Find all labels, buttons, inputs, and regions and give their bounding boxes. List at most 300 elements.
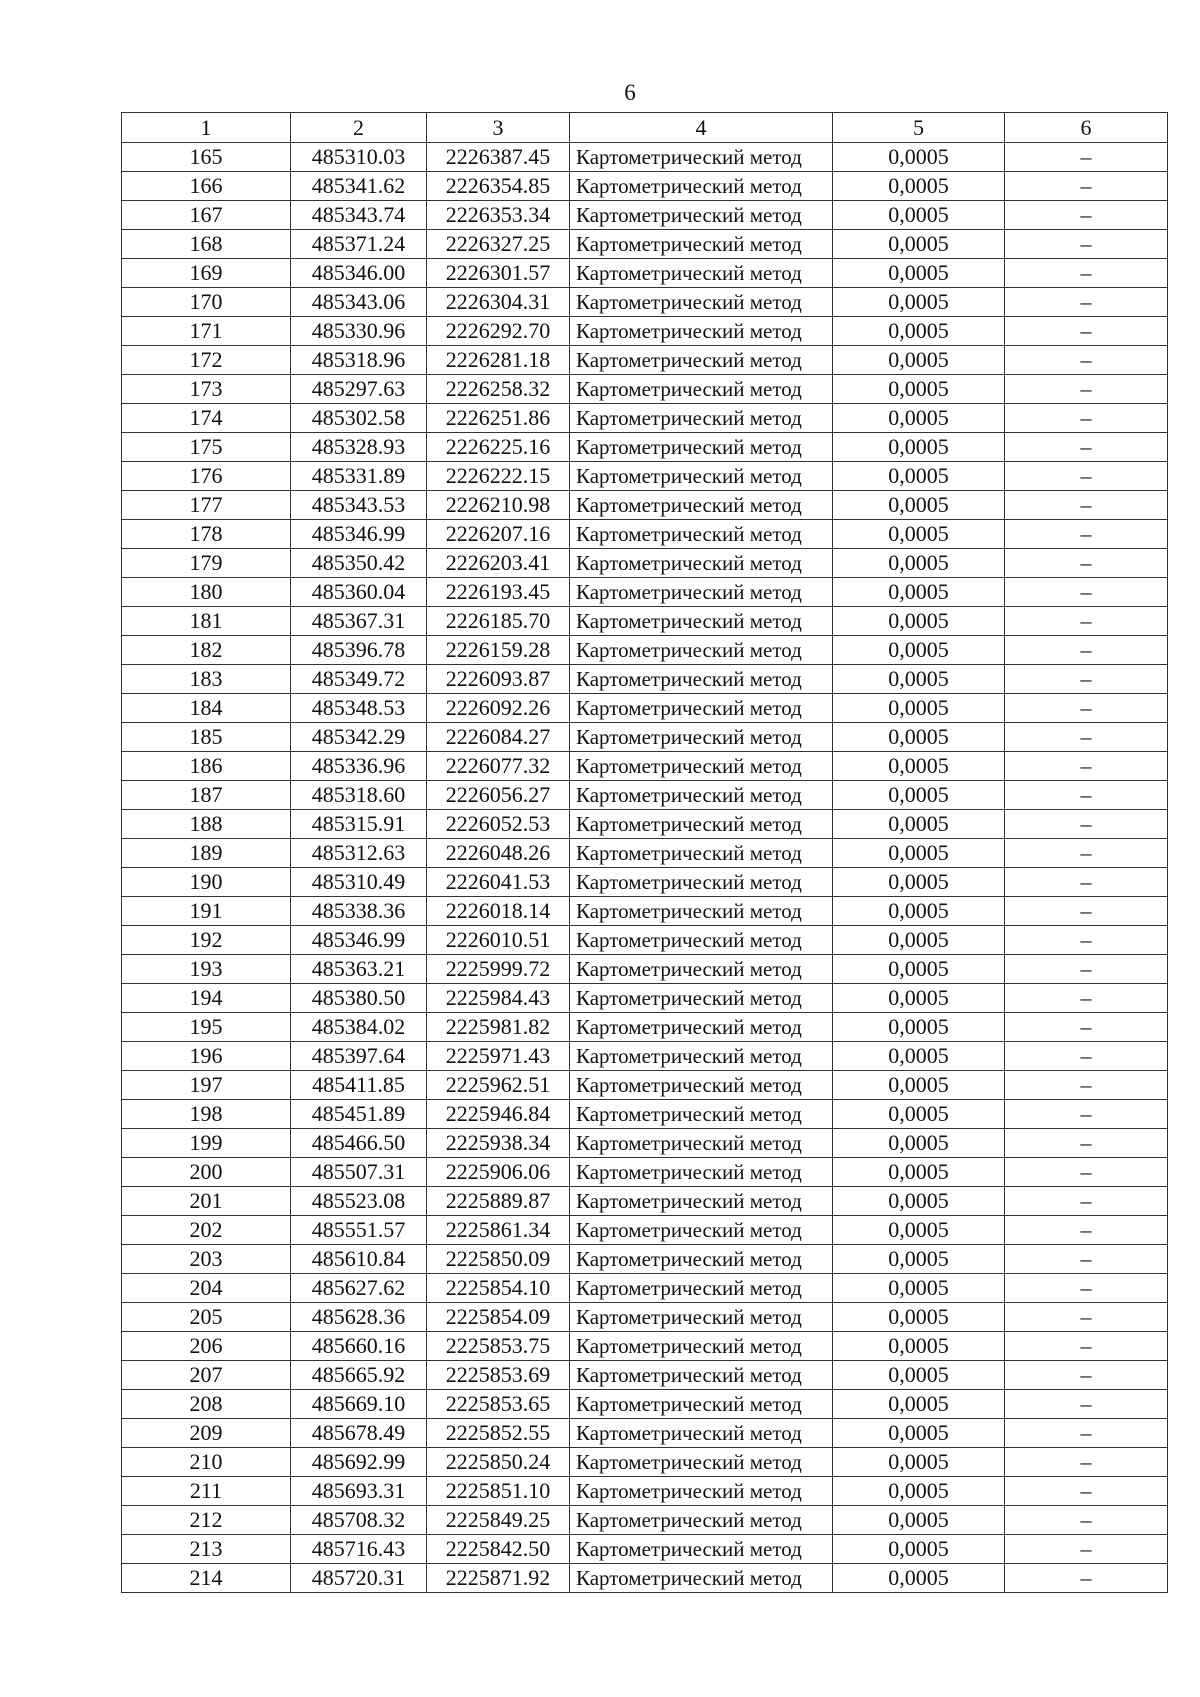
x-coordinate-cell: 485346.00: [291, 259, 427, 288]
table-row: [122, 1187, 1168, 1216]
point-number-cell: 203: [122, 1245, 291, 1274]
description-cell: –: [1005, 636, 1168, 665]
accuracy-cell: 0,0005: [833, 578, 1005, 607]
page-number: 6: [624, 80, 636, 105]
y-coordinate-cell: 2225871.92: [427, 1564, 570, 1593]
point-number-cell: 184: [122, 694, 291, 723]
x-coordinate-cell: 485330.96: [291, 317, 427, 346]
x-coordinate-cell: 485708.32: [291, 1506, 427, 1535]
table-row: [122, 491, 1168, 520]
x-coordinate-cell: 485627.62: [291, 1274, 427, 1303]
description-cell: –: [1005, 1071, 1168, 1100]
x-coordinate-cell: 485451.89: [291, 1100, 427, 1129]
accuracy-cell: 0,0005: [833, 259, 1005, 288]
description-cell: –: [1005, 491, 1168, 520]
description-cell: –: [1005, 1448, 1168, 1477]
description-cell: –: [1005, 1158, 1168, 1187]
description-cell: –: [1005, 1100, 1168, 1129]
point-number-cell: 200: [122, 1158, 291, 1187]
description-cell: –: [1005, 665, 1168, 694]
x-coordinate-cell: 485341.62: [291, 172, 427, 201]
x-coordinate-cell: 485371.24: [291, 230, 427, 259]
description-cell: –: [1005, 1216, 1168, 1245]
point-number-cell: 170: [122, 288, 291, 317]
method-cell: Картометрический метод: [570, 1129, 833, 1158]
point-number-cell: 208: [122, 1390, 291, 1419]
point-number-cell: 171: [122, 317, 291, 346]
table-row: [122, 781, 1168, 810]
accuracy-cell: 0,0005: [833, 781, 1005, 810]
accuracy-cell: 0,0005: [833, 1361, 1005, 1390]
y-coordinate-cell: 2225854.10: [427, 1274, 570, 1303]
y-coordinate-cell: 2226093.87: [427, 665, 570, 694]
description-cell: –: [1005, 172, 1168, 201]
point-number-cell: 168: [122, 230, 291, 259]
method-cell: Картометрический метод: [570, 955, 833, 984]
y-coordinate-cell: 2226251.86: [427, 404, 570, 433]
method-cell: Картометрический метод: [570, 1158, 833, 1187]
x-coordinate-cell: 485310.49: [291, 868, 427, 897]
accuracy-cell: 0,0005: [833, 1564, 1005, 1593]
method-cell: Картометрический метод: [570, 288, 833, 317]
method-cell: Картометрический метод: [570, 520, 833, 549]
method-cell: Картометрический метод: [570, 404, 833, 433]
accuracy-cell: 0,0005: [833, 1129, 1005, 1158]
y-coordinate-cell: 2226077.32: [427, 752, 570, 781]
description-cell: –: [1005, 839, 1168, 868]
description-cell: –: [1005, 346, 1168, 375]
accuracy-cell: 0,0005: [833, 1013, 1005, 1042]
y-coordinate-cell: 2226056.27: [427, 781, 570, 810]
description-cell: –: [1005, 897, 1168, 926]
accuracy-cell: 0,0005: [833, 868, 1005, 897]
method-cell: Картометрический метод: [570, 1390, 833, 1419]
x-coordinate-cell: 485628.36: [291, 1303, 427, 1332]
x-coordinate-cell: 485660.16: [291, 1332, 427, 1361]
table-body: [122, 143, 1168, 1593]
description-cell: –: [1005, 404, 1168, 433]
y-coordinate-cell: 2225854.09: [427, 1303, 570, 1332]
table-row: [122, 1361, 1168, 1390]
method-cell: Картометрический метод: [570, 1216, 833, 1245]
y-coordinate-cell: 2225889.87: [427, 1187, 570, 1216]
point-number-cell: 197: [122, 1071, 291, 1100]
table-header: [122, 113, 1168, 143]
table-row: [122, 868, 1168, 897]
point-number-cell: 196: [122, 1042, 291, 1071]
method-cell: Картометрический метод: [570, 1013, 833, 1042]
method-cell: Картометрический метод: [570, 1100, 833, 1129]
point-number-cell: 185: [122, 723, 291, 752]
table-row: [122, 607, 1168, 636]
table-row: [122, 694, 1168, 723]
y-coordinate-cell: 2226159.28: [427, 636, 570, 665]
table-row: [122, 317, 1168, 346]
accuracy-cell: 0,0005: [833, 984, 1005, 1013]
table-row: [122, 1245, 1168, 1274]
y-coordinate-cell: 2226258.32: [427, 375, 570, 404]
description-cell: –: [1005, 288, 1168, 317]
accuracy-cell: 0,0005: [833, 839, 1005, 868]
method-cell: Картометрический метод: [570, 491, 833, 520]
x-coordinate-cell: 485350.42: [291, 549, 427, 578]
table-row: [122, 752, 1168, 781]
x-coordinate-cell: 485610.84: [291, 1245, 427, 1274]
description-cell: –: [1005, 694, 1168, 723]
table-row: [122, 433, 1168, 462]
x-coordinate-cell: 485411.85: [291, 1071, 427, 1100]
method-cell: Картометрический метод: [570, 897, 833, 926]
point-number-cell: 188: [122, 810, 291, 839]
point-number-cell: 165: [122, 143, 291, 172]
accuracy-cell: 0,0005: [833, 694, 1005, 723]
y-coordinate-cell: 2226292.70: [427, 317, 570, 346]
accuracy-cell: 0,0005: [833, 665, 1005, 694]
description-cell: –: [1005, 1245, 1168, 1274]
point-number-cell: 190: [122, 868, 291, 897]
table-row: [122, 926, 1168, 955]
y-coordinate-cell: 2225962.51: [427, 1071, 570, 1100]
point-number-cell: 181: [122, 607, 291, 636]
y-coordinate-cell: 2226301.57: [427, 259, 570, 288]
y-coordinate-cell: 2225981.82: [427, 1013, 570, 1042]
x-coordinate-cell: 485678.49: [291, 1419, 427, 1448]
header-col-4: 4: [570, 113, 833, 143]
description-cell: –: [1005, 723, 1168, 752]
accuracy-cell: 0,0005: [833, 1448, 1005, 1477]
description-cell: –: [1005, 259, 1168, 288]
x-coordinate-cell: 485360.04: [291, 578, 427, 607]
description-cell: –: [1005, 1564, 1168, 1593]
y-coordinate-cell: 2225842.50: [427, 1535, 570, 1564]
y-coordinate-cell: 2225946.84: [427, 1100, 570, 1129]
x-coordinate-cell: 485343.53: [291, 491, 427, 520]
header-row: [122, 113, 1168, 143]
x-coordinate-cell: 485367.31: [291, 607, 427, 636]
table-row: [122, 404, 1168, 433]
x-coordinate-cell: 485346.99: [291, 520, 427, 549]
description-cell: –: [1005, 1361, 1168, 1390]
x-coordinate-cell: 485336.96: [291, 752, 427, 781]
description-cell: –: [1005, 926, 1168, 955]
table-row: [122, 172, 1168, 201]
x-coordinate-cell: 485397.64: [291, 1042, 427, 1071]
method-cell: Картометрический метод: [570, 462, 833, 491]
method-cell: Картометрический метод: [570, 752, 833, 781]
x-coordinate-cell: 485310.03: [291, 143, 427, 172]
description-cell: –: [1005, 607, 1168, 636]
y-coordinate-cell: 2225850.24: [427, 1448, 570, 1477]
x-coordinate-cell: 485363.21: [291, 955, 427, 984]
method-cell: Картометрический метод: [570, 259, 833, 288]
y-coordinate-cell: 2226010.51: [427, 926, 570, 955]
method-cell: Картометрический метод: [570, 1506, 833, 1535]
x-coordinate-cell: 485348.53: [291, 694, 427, 723]
table-row: [122, 1071, 1168, 1100]
header-col-1: 1: [122, 113, 291, 143]
table-row: [122, 230, 1168, 259]
x-coordinate-cell: 485343.06: [291, 288, 427, 317]
method-cell: Картометрический метод: [570, 1274, 833, 1303]
table-row: [122, 1013, 1168, 1042]
method-cell: Картометрический метод: [570, 549, 833, 578]
method-cell: Картометрический метод: [570, 926, 833, 955]
table-row: [122, 288, 1168, 317]
table-row: [122, 1100, 1168, 1129]
description-cell: –: [1005, 433, 1168, 462]
y-coordinate-cell: 2226185.70: [427, 607, 570, 636]
y-coordinate-cell: 2226222.15: [427, 462, 570, 491]
method-cell: Картометрический метод: [570, 433, 833, 462]
y-coordinate-cell: 2225906.06: [427, 1158, 570, 1187]
accuracy-cell: 0,0005: [833, 346, 1005, 375]
description-cell: –: [1005, 955, 1168, 984]
method-cell: Картометрический метод: [570, 1419, 833, 1448]
y-coordinate-cell: 2226304.31: [427, 288, 570, 317]
accuracy-cell: 0,0005: [833, 549, 1005, 578]
accuracy-cell: 0,0005: [833, 404, 1005, 433]
point-number-cell: 205: [122, 1303, 291, 1332]
point-number-cell: 207: [122, 1361, 291, 1390]
table-row: [122, 636, 1168, 665]
y-coordinate-cell: 2225984.43: [427, 984, 570, 1013]
point-number-cell: 210: [122, 1448, 291, 1477]
table-row: [122, 1419, 1168, 1448]
accuracy-cell: 0,0005: [833, 955, 1005, 984]
point-number-cell: 178: [122, 520, 291, 549]
method-cell: Картометрический метод: [570, 1187, 833, 1216]
description-cell: –: [1005, 1535, 1168, 1564]
table-row: [122, 1564, 1168, 1593]
table-row: [122, 1535, 1168, 1564]
accuracy-cell: 0,0005: [833, 752, 1005, 781]
description-cell: –: [1005, 752, 1168, 781]
accuracy-cell: 0,0005: [833, 926, 1005, 955]
table-row: [122, 1158, 1168, 1187]
method-cell: Картометрический метод: [570, 1042, 833, 1071]
method-cell: Картометрический метод: [570, 172, 833, 201]
method-cell: Картометрический метод: [570, 839, 833, 868]
description-cell: –: [1005, 1129, 1168, 1158]
description-cell: –: [1005, 578, 1168, 607]
x-coordinate-cell: 485338.36: [291, 897, 427, 926]
method-cell: Картометрический метод: [570, 1448, 833, 1477]
accuracy-cell: 0,0005: [833, 1216, 1005, 1245]
x-coordinate-cell: 485720.31: [291, 1564, 427, 1593]
point-number-cell: 172: [122, 346, 291, 375]
point-number-cell: 175: [122, 433, 291, 462]
accuracy-cell: 0,0005: [833, 723, 1005, 752]
x-coordinate-cell: 485466.50: [291, 1129, 427, 1158]
x-coordinate-cell: 485551.57: [291, 1216, 427, 1245]
description-cell: –: [1005, 810, 1168, 839]
y-coordinate-cell: 2226387.45: [427, 143, 570, 172]
x-coordinate-cell: 485302.58: [291, 404, 427, 433]
accuracy-cell: 0,0005: [833, 1303, 1005, 1332]
table-row: [122, 1506, 1168, 1535]
point-number-cell: 199: [122, 1129, 291, 1158]
x-coordinate-cell: 485523.08: [291, 1187, 427, 1216]
point-number-cell: 211: [122, 1477, 291, 1506]
point-number-cell: 214: [122, 1564, 291, 1593]
method-cell: Картометрический метод: [570, 375, 833, 404]
y-coordinate-cell: 2226203.41: [427, 549, 570, 578]
y-coordinate-cell: 2226092.26: [427, 694, 570, 723]
point-number-cell: 167: [122, 201, 291, 230]
x-coordinate-cell: 485318.96: [291, 346, 427, 375]
point-number-cell: 180: [122, 578, 291, 607]
description-cell: –: [1005, 201, 1168, 230]
description-cell: –: [1005, 1332, 1168, 1361]
accuracy-cell: 0,0005: [833, 230, 1005, 259]
y-coordinate-cell: 2226207.16: [427, 520, 570, 549]
description-cell: –: [1005, 317, 1168, 346]
method-cell: Картометрический метод: [570, 868, 833, 897]
y-coordinate-cell: 2226193.45: [427, 578, 570, 607]
description-cell: –: [1005, 1506, 1168, 1535]
x-coordinate-cell: 485328.93: [291, 433, 427, 462]
description-cell: –: [1005, 1187, 1168, 1216]
description-cell: –: [1005, 1390, 1168, 1419]
x-coordinate-cell: 485312.63: [291, 839, 427, 868]
header-col-6: 6: [1005, 113, 1168, 143]
accuracy-cell: 0,0005: [833, 462, 1005, 491]
accuracy-cell: 0,0005: [833, 201, 1005, 230]
description-cell: –: [1005, 462, 1168, 491]
table-row: [122, 1129, 1168, 1158]
accuracy-cell: 0,0005: [833, 1419, 1005, 1448]
method-cell: Картометрический метод: [570, 723, 833, 752]
y-coordinate-cell: 2225853.65: [427, 1390, 570, 1419]
point-number-cell: 213: [122, 1535, 291, 1564]
point-number-cell: 209: [122, 1419, 291, 1448]
accuracy-cell: 0,0005: [833, 636, 1005, 665]
description-cell: –: [1005, 549, 1168, 578]
accuracy-cell: 0,0005: [833, 1506, 1005, 1535]
description-cell: –: [1005, 868, 1168, 897]
point-number-cell: 166: [122, 172, 291, 201]
description-cell: –: [1005, 520, 1168, 549]
table-row: [122, 839, 1168, 868]
x-coordinate-cell: 485318.60: [291, 781, 427, 810]
x-coordinate-cell: 485331.89: [291, 462, 427, 491]
accuracy-cell: 0,0005: [833, 1332, 1005, 1361]
description-cell: –: [1005, 375, 1168, 404]
table-row: [122, 1448, 1168, 1477]
table-row: [122, 520, 1168, 549]
point-number-cell: 169: [122, 259, 291, 288]
x-coordinate-cell: 485380.50: [291, 984, 427, 1013]
point-number-cell: 187: [122, 781, 291, 810]
accuracy-cell: 0,0005: [833, 1390, 1005, 1419]
method-cell: Картометрический метод: [570, 201, 833, 230]
y-coordinate-cell: 2226281.18: [427, 346, 570, 375]
method-cell: Картометрический метод: [570, 1332, 833, 1361]
x-coordinate-cell: 485507.31: [291, 1158, 427, 1187]
point-number-cell: 194: [122, 984, 291, 1013]
x-coordinate-cell: 485342.29: [291, 723, 427, 752]
point-number-cell: 191: [122, 897, 291, 926]
x-coordinate-cell: 485692.99: [291, 1448, 427, 1477]
table-row: [122, 1332, 1168, 1361]
accuracy-cell: 0,0005: [833, 1477, 1005, 1506]
accuracy-cell: 0,0005: [833, 172, 1005, 201]
x-coordinate-cell: 485384.02: [291, 1013, 427, 1042]
description-cell: –: [1005, 1419, 1168, 1448]
x-coordinate-cell: 485669.10: [291, 1390, 427, 1419]
y-coordinate-cell: 2225852.55: [427, 1419, 570, 1448]
accuracy-cell: 0,0005: [833, 810, 1005, 839]
table-row: [122, 201, 1168, 230]
method-cell: Картометрический метод: [570, 1245, 833, 1274]
point-number-cell: 193: [122, 955, 291, 984]
accuracy-cell: 0,0005: [833, 375, 1005, 404]
point-number-cell: 186: [122, 752, 291, 781]
table-row: [122, 955, 1168, 984]
method-cell: Картометрический метод: [570, 1361, 833, 1390]
method-cell: Картометрический метод: [570, 984, 833, 1013]
method-cell: Картометрический метод: [570, 346, 833, 375]
point-number-cell: 174: [122, 404, 291, 433]
table-row: [122, 810, 1168, 839]
description-cell: –: [1005, 1042, 1168, 1071]
x-coordinate-cell: 485396.78: [291, 636, 427, 665]
table-row: [122, 984, 1168, 1013]
x-coordinate-cell: 485716.43: [291, 1535, 427, 1564]
table-row: [122, 1303, 1168, 1332]
table-row: [122, 1477, 1168, 1506]
point-number-cell: 182: [122, 636, 291, 665]
table-row: [122, 1216, 1168, 1245]
coordinates-table: [121, 112, 1168, 1593]
x-coordinate-cell: 485297.63: [291, 375, 427, 404]
header-col-5: 5: [833, 113, 1005, 143]
description-cell: –: [1005, 781, 1168, 810]
y-coordinate-cell: 2226084.27: [427, 723, 570, 752]
accuracy-cell: 0,0005: [833, 1158, 1005, 1187]
y-coordinate-cell: 2225971.43: [427, 1042, 570, 1071]
y-coordinate-cell: 2225938.34: [427, 1129, 570, 1158]
accuracy-cell: 0,0005: [833, 1535, 1005, 1564]
method-cell: Картометрический метод: [570, 1535, 833, 1564]
point-number-cell: 195: [122, 1013, 291, 1042]
method-cell: Картометрический метод: [570, 694, 833, 723]
method-cell: Картометрический метод: [570, 810, 833, 839]
y-coordinate-cell: 2226327.25: [427, 230, 570, 259]
method-cell: Картометрический метод: [570, 1303, 833, 1332]
accuracy-cell: 0,0005: [833, 317, 1005, 346]
description-cell: –: [1005, 1303, 1168, 1332]
y-coordinate-cell: 2226018.14: [427, 897, 570, 926]
table-row: [122, 665, 1168, 694]
method-cell: Картометрический метод: [570, 578, 833, 607]
point-number-cell: 212: [122, 1506, 291, 1535]
accuracy-cell: 0,0005: [833, 1187, 1005, 1216]
point-number-cell: 179: [122, 549, 291, 578]
x-coordinate-cell: 485665.92: [291, 1361, 427, 1390]
accuracy-cell: 0,0005: [833, 1274, 1005, 1303]
table-row: [122, 375, 1168, 404]
y-coordinate-cell: 2225999.72: [427, 955, 570, 984]
y-coordinate-cell: 2226225.16: [427, 433, 570, 462]
y-coordinate-cell: 2225861.34: [427, 1216, 570, 1245]
x-coordinate-cell: 485315.91: [291, 810, 427, 839]
x-coordinate-cell: 485343.74: [291, 201, 427, 230]
y-coordinate-cell: 2225853.69: [427, 1361, 570, 1390]
table-row: [122, 1274, 1168, 1303]
description-cell: –: [1005, 230, 1168, 259]
y-coordinate-cell: 2226210.98: [427, 491, 570, 520]
